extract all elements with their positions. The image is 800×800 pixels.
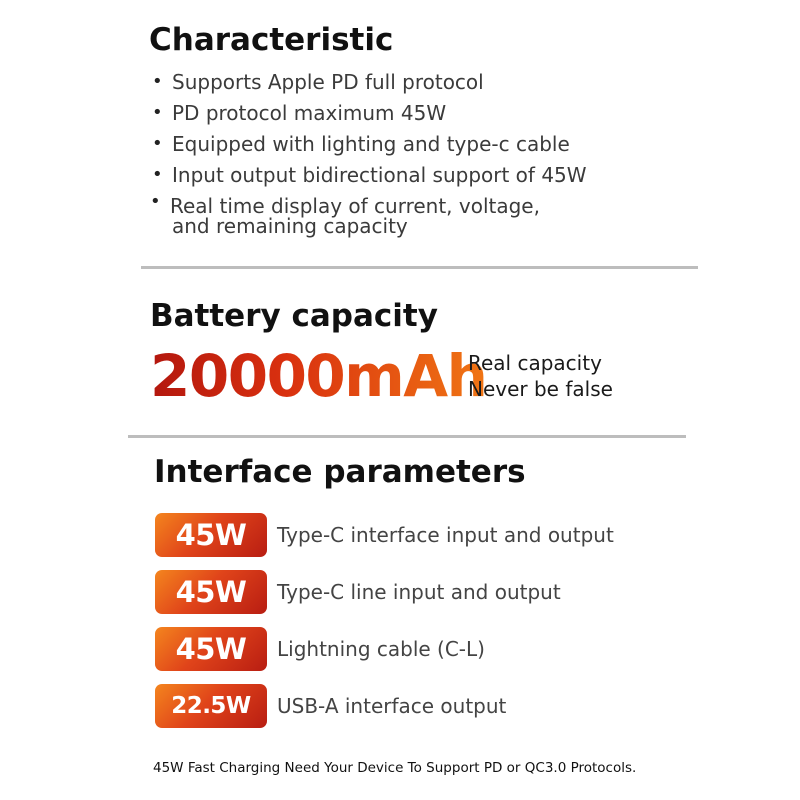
capacity-value: 20000mAh: [150, 338, 486, 414]
capacity-note-line1: Real capacity: [468, 351, 602, 375]
interface-label: USB-A interface output: [277, 694, 507, 718]
bullet-icon: •: [152, 133, 163, 154]
bullet-icon: •: [150, 191, 161, 212]
interface-row-type-c: [155, 513, 614, 557]
bullet-icon: •: [152, 164, 163, 185]
battery-title: Battery capacity: [150, 298, 438, 334]
bullet-icon: •: [152, 102, 163, 123]
list-item-text: PD protocol maximum 45W: [172, 101, 447, 125]
section-divider: [141, 266, 698, 269]
list-item: [150, 70, 592, 94]
power-badge: 45W: [155, 570, 267, 614]
list-item: [150, 132, 592, 156]
characteristic-list: [150, 70, 592, 236]
interface-label: Type-C line input and output: [277, 580, 561, 604]
list-item-text-line2: and remaining capacity: [172, 214, 408, 238]
interface-label: Type-C interface input and output: [277, 523, 614, 547]
power-badge: 22.5W: [155, 684, 267, 728]
power-badge: 45W: [155, 627, 267, 671]
section-divider: [128, 435, 686, 438]
list-item: [150, 191, 592, 238]
power-badge: 45W: [155, 513, 267, 557]
list-item: [150, 163, 592, 187]
interface-row-type-c-line: [155, 570, 561, 614]
list-item-text: Input output bidirectional support of 45W: [172, 163, 587, 187]
list-item-text: Equipped with lighting and type-c cable: [172, 132, 570, 156]
list-item-text-line1: Real time display of current, voltage,: [170, 194, 540, 218]
capacity-note-line2: Never be false: [468, 377, 613, 401]
interface-row-lightning: [155, 627, 485, 671]
interface-title: Interface parameters: [154, 454, 526, 490]
footnote: 45W Fast Charging Need Your Device To Support PD or QC3.0 Protocols.: [153, 760, 637, 776]
list-item: [150, 101, 592, 125]
bullet-icon: •: [152, 71, 163, 92]
interface-row-usb-a: [155, 684, 506, 728]
interface-label: Lightning cable (C-L): [277, 637, 485, 661]
list-item-text: Supports Apple PD full protocol: [172, 70, 484, 94]
characteristic-title: Characteristic: [149, 22, 394, 58]
